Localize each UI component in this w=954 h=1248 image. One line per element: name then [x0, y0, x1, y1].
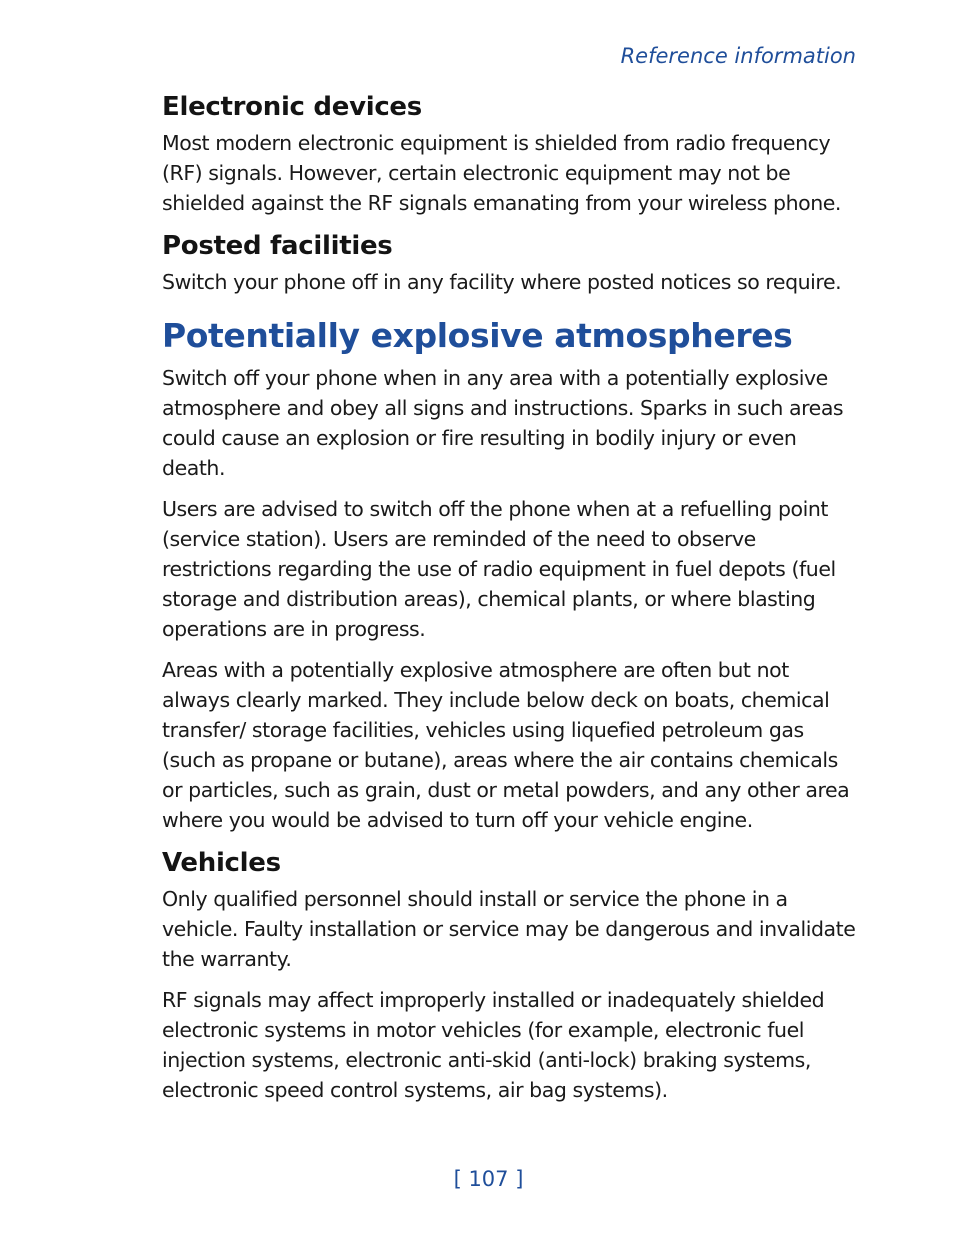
paragraph-vehicles-1: Only qualified personnel should install or service the phone in a vehicle. Faulty installation or service may be dangerous and invalidate the warranty. [162, 887, 856, 971]
paragraph-explosive-2: Users are advised to switch off the phone when at a refuelling point (service station). Users are reminded of the need to observe restrictions regarding the use of radio equipment in fuel depots (fuel storage and distribution areas), chemical plants, or where blasting operations are in progress. [162, 497, 836, 641]
heading-posted-facilities: Posted facilities [162, 231, 393, 261]
paragraph-vehicles-2: RF signals may affect improperly installed or inadequately shielded electronic systems in motor vehicles (for example, electronic fuel injection systems, electronic anti-skid (anti-lock) braking systems, electronic speed control systems, air bag systems). [162, 988, 825, 1102]
heading-electronic-devices: Electronic devices [162, 92, 422, 122]
page-number: [ 107 ] [453, 1167, 524, 1191]
paragraph-explosive-3: Areas with a potentially explosive atmosphere are often but not always clearly marked. They include below deck on boats, chemical transfer/ storage facilities, vehicles using liquefied petroleum gas (such as propane or butane), areas where the air contains chemicals or particles, such as grain, dust or metal powders, and any other area where you would be advised to turn off your vehicle engine. [162, 658, 850, 832]
paragraph-explosive-1: Switch off your phone when in any area with a potentially explosive atmosphere and obey all signs and instructions. Sparks in such areas could cause an explosion or fire resulting in bodily injury or even death. [162, 366, 844, 480]
paragraph-posted-facilities: Switch your phone off in any facility where posted notices so require. [162, 270, 842, 294]
page-content [162, 90, 862, 1116]
running-header: Reference information [620, 44, 856, 68]
heading-potentially-explosive-atmospheres: Potentially explosive atmospheres [162, 316, 793, 355]
heading-vehicles: Vehicles [162, 848, 281, 878]
paragraph-electronic-devices: Most modern electronic equipment is shielded from radio frequency (RF) signals. However, certain electronic equipment may not be shielded against the RF signals emanating from your wireless phone. [162, 131, 841, 215]
